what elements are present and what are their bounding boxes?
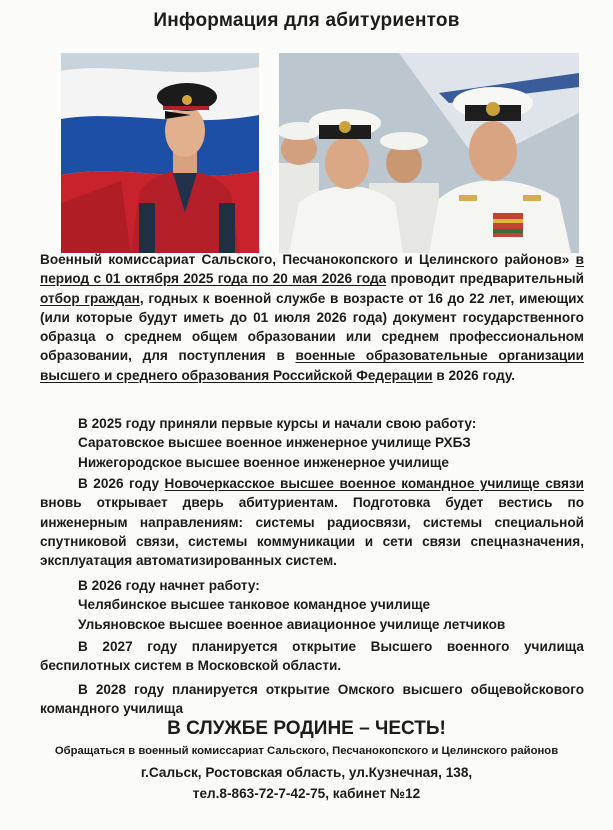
school-item: Челябинское высшее танковое командное училище: [78, 597, 431, 613]
novocherkassk-paragraph: [40, 474, 584, 570]
school-item: Ульяновское высшее военное авиационное училище летчиков: [78, 616, 506, 632]
selection-term: отбор граждан: [40, 290, 140, 306]
contact-phone: тел.8-863-72-7-42-75, кабинет №12: [192, 786, 421, 801]
page-title: Информация для абитуриентов: [153, 10, 460, 31]
intro-paragraph: [40, 250, 584, 385]
block-2025-lead: В 2025 году приняли первые курсы и начали свою работу:: [78, 416, 477, 431]
block-2025: [40, 414, 584, 472]
intro-text-b: проводит предварительный: [390, 271, 585, 287]
naval-officers-photo: [279, 53, 579, 253]
block-2026: [40, 576, 584, 634]
cadet-flag-photo: [61, 53, 259, 253]
intro-text-c: , годных к военной службе в возрасте от 16 до 22 лет, имеющих (или которые будут иметь до 01 июля 2026 года) документ государственного образца о среднем общем образовании или среднем профессиональном образовании, для поступления в: [40, 290, 584, 364]
school-item: Саратовское высшее военное инженерное училище РХБЗ: [78, 435, 471, 451]
admission-period: в период с 01 октября 2025 года по 20 мая 2026 года: [40, 252, 584, 287]
slogan: В СЛУЖБЕ РОДИНЕ – ЧЕСТЬ!: [167, 718, 446, 739]
novocherkassk-text-b: вновь открывает дверь абитуриентам. Подготовка будет вестись по инженерным направлениям: системы радиосвязи, системы специальной спутниковой связи, системы коммуникации и сети связи спецназначения, эксплуатация автоматизированных систем.: [40, 495, 584, 569]
novocherkassk-text-a: В 2026 году: [78, 476, 160, 491]
contact-address: г.Сальск, Ростовская область, ул.Кузнечная, 138,: [140, 765, 473, 780]
intro-text-a: Военный комиссариат Сальского, Песчанокопского и Целинского районов»: [40, 252, 570, 267]
plan-2027: В 2027 году планируется открытие Высшего военного училища беспилотных систем в Московской области.: [40, 639, 584, 674]
block-2026-lead: В 2026 году начнет работу:: [78, 578, 260, 593]
plan-2028: В 2028 году планируется открытие Омского высшего общевойскового командного училища: [40, 682, 584, 717]
novocherkassk-school: Новочеркасское высшее военное командное училище связи: [164, 476, 584, 491]
contact-office: Обращаться в военный комиссариат Сальского, Песчанокопского и Целинского районов: [54, 745, 559, 757]
intro-text-d: в 2026 году.: [436, 367, 516, 383]
military-organizations: военные образовательные организации высшего и среднего образования Российской Федерации: [40, 348, 584, 383]
school-item: Нижегородское высшее военное инженерное училище: [78, 454, 449, 470]
